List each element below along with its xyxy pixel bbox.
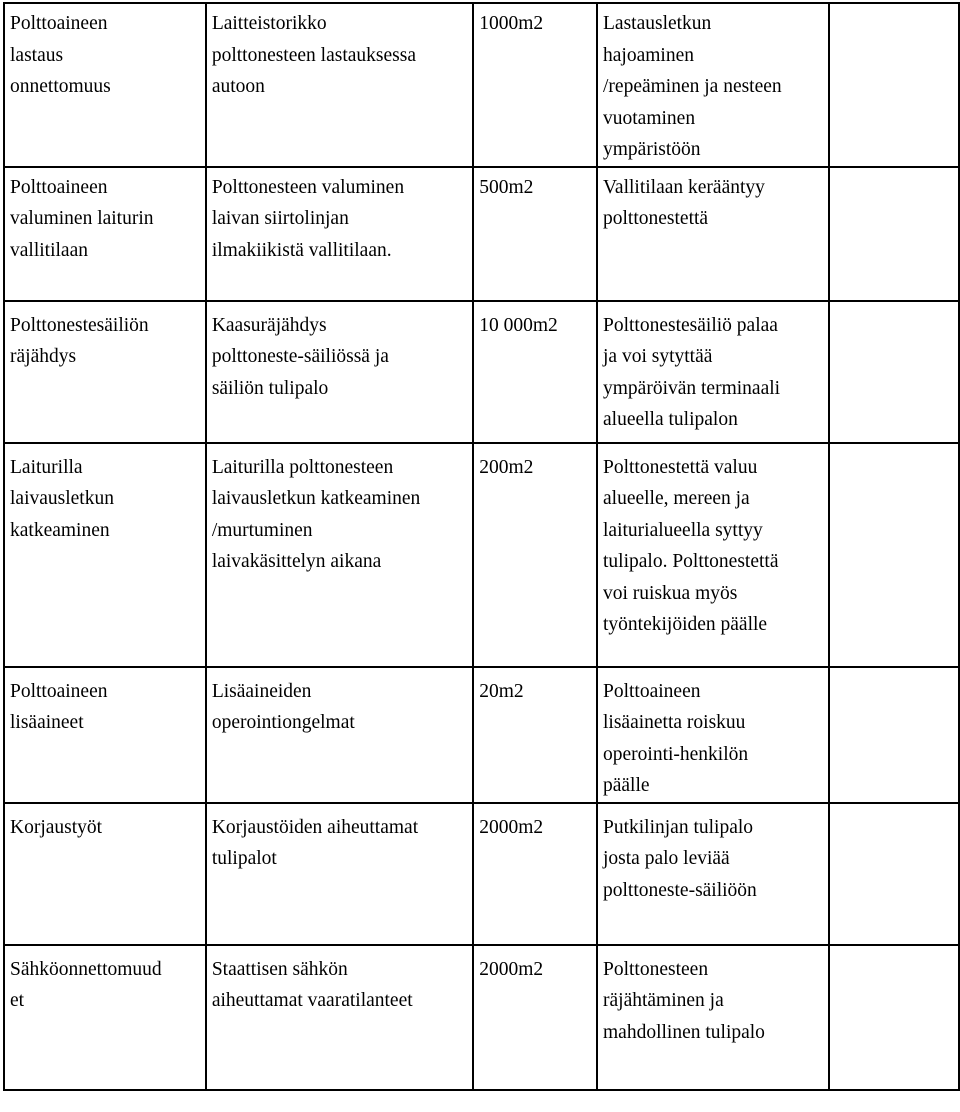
cell-text-line: ilmakiikistä vallitilaan. [211,239,392,261]
table-cell-consequence [597,443,829,667]
cell-text-line: Korjaustöiden aiheuttamat [211,816,419,838]
cell-text-line: /repeäminen ja nesteen [603,76,782,97]
cell-text-line: Polttonesteen [603,958,709,980]
cell-text-line: polttoneste-säiliössä ja [211,346,389,367]
cell-text-line: Polttonestesäiliön [10,314,149,336]
table-cell-area [473,167,597,301]
cell-text-line: räjähtäminen ja [603,990,724,1011]
cell-text-line: hajoaminen [603,44,694,66]
cell-text-line: Staattisen sähkön [211,958,348,980]
cell-text-line: 20m2 [479,680,524,702]
cell-text-line: polttoneste-säiliöön [603,879,757,901]
cell-text-line: laivausletkun [10,488,114,509]
table-cell-area [473,945,597,1090]
cell-text-line: Korjaustyöt [10,816,103,838]
cell-text-line: laivausletkun katkeaminen [211,488,421,509]
cell-text-line: Polttonesteen valuminen [211,176,405,198]
cell-text-line: tulipalot [211,848,277,869]
table-cell-cause [206,167,473,301]
table-cell-extra [829,945,959,1090]
table-cell-consequence [597,945,829,1090]
cell-text-line: Putkilinjan tulipalo [603,816,754,838]
cell-text-line: Kaasuräjähdys [211,314,327,336]
table-row [4,301,959,443]
table-cell-cause [206,945,473,1090]
table-row [4,667,959,803]
cell-text-line: vuotaminen [603,107,696,129]
cell-text-line: laivakäsittelyn aikana [211,551,382,572]
cell-text-line: 2000m2 [479,816,544,838]
cell-text-line: voi ruiskua myös [603,582,738,604]
risk-table [3,2,960,1091]
cell-text-line: laivan siirtolinjan [211,208,349,229]
table-row [4,167,959,301]
cell-text-line: säiliön tulipalo [211,377,329,399]
table-cell-cause [206,667,473,803]
table-cell-extra [829,803,959,945]
cell-text-line: Polttoaineen [10,176,108,198]
table-cell-consequence [597,301,829,443]
table-cell-event [4,167,206,301]
cell-text-line: alueella tulipalon [603,409,738,430]
table-cell-extra [829,301,959,443]
cell-text-line: Lisäaineiden [211,680,312,702]
cell-text-line: ympäröivän terminaali [603,377,781,399]
cell-text-line: aiheuttamat vaaratilanteet [211,990,413,1011]
cell-text-line: katkeaminen [10,519,110,541]
table-cell-event [4,667,206,803]
cell-text-line: autoon [211,76,265,97]
table-cell-cause [206,301,473,443]
table-cell-consequence [597,803,829,945]
table-row [4,3,959,167]
table-cell-extra [829,167,959,301]
cell-text-line: tulipalo. Polttonestettä [603,551,779,572]
table-cell-area [473,803,597,945]
risk-table-body [4,3,959,1090]
table-cell-event [4,945,206,1090]
cell-text-line: Polttonestesäiliö palaa [603,314,778,336]
cell-text-line: lisäaineet [10,712,84,733]
cell-text-line: laiturialueella syttyy [603,519,763,541]
cell-text-line: operointi-henkilön [603,743,749,765]
table-cell-area [473,3,597,167]
cell-text-line: alueelle, mereen ja [603,488,750,509]
table-cell-cause [206,803,473,945]
cell-text-line: 10 000m2 [479,314,558,336]
table-cell-event [4,301,206,443]
table-row [4,443,959,667]
cell-text-line: polttonesteen lastauksessa [211,44,416,66]
cell-text-line: Polttoaineen [10,13,108,34]
cell-text-line: työntekijöiden päälle [603,614,768,635]
cell-text-line: Laitteistorikko [211,13,327,34]
table-cell-consequence [597,167,829,301]
table-cell-consequence [597,667,829,803]
cell-text-line: Laiturilla [10,456,83,478]
cell-text-line: onnettomuus [10,76,111,97]
table-cell-event [4,443,206,667]
cell-text-line: 500m2 [479,176,534,198]
cell-text-line: vallitilaan [10,239,88,261]
cell-text-line: Polttonestettä valuu [603,456,758,478]
cell-text-line: lastaus [10,44,64,66]
table-row [4,803,959,945]
table-cell-cause [206,3,473,167]
table-cell-extra [829,3,959,167]
cell-text-line: operointiongelmat [211,712,355,733]
cell-text-line: polttonestettä [603,208,709,229]
cell-text-line: et [10,990,25,1011]
cell-text-line: Lastausletkun [603,13,712,34]
cell-text-line: Vallitilaan kerääntyy [603,176,765,198]
table-cell-cause [206,443,473,667]
table-cell-area [473,301,597,443]
cell-text-line: päälle [603,775,650,796]
cell-text-line: 2000m2 [479,958,544,980]
table-row [4,945,959,1090]
cell-text-line: /murtuminen [211,519,313,541]
cell-text-line: valuminen laiturin [10,208,154,229]
cell-text-line: Polttoaineen [10,680,108,702]
table-cell-event [4,3,206,167]
cell-text-line: Laiturilla polttonesteen [211,456,394,478]
cell-text-line: Polttoaineen [603,680,701,702]
cell-text-line: räjähdys [10,346,77,367]
cell-text-line: ympäristöön [603,139,701,160]
table-cell-extra [829,443,959,667]
table-cell-area [473,443,597,667]
table-cell-event [4,803,206,945]
cell-text-line: mahdollinen tulipalo [603,1021,765,1043]
cell-text-line: ja voi sytyttää [603,346,713,367]
cell-text-line: 1000m2 [479,13,544,34]
cell-text-line: josta palo leviää [603,848,730,869]
table-cell-consequence [597,3,829,167]
cell-text-line: lisäainetta roiskuu [603,712,746,733]
table-cell-area [473,667,597,803]
cell-text-line: 200m2 [479,456,534,478]
cell-text-line: Sähköonnettomuud [10,958,162,980]
table-cell-extra [829,667,959,803]
